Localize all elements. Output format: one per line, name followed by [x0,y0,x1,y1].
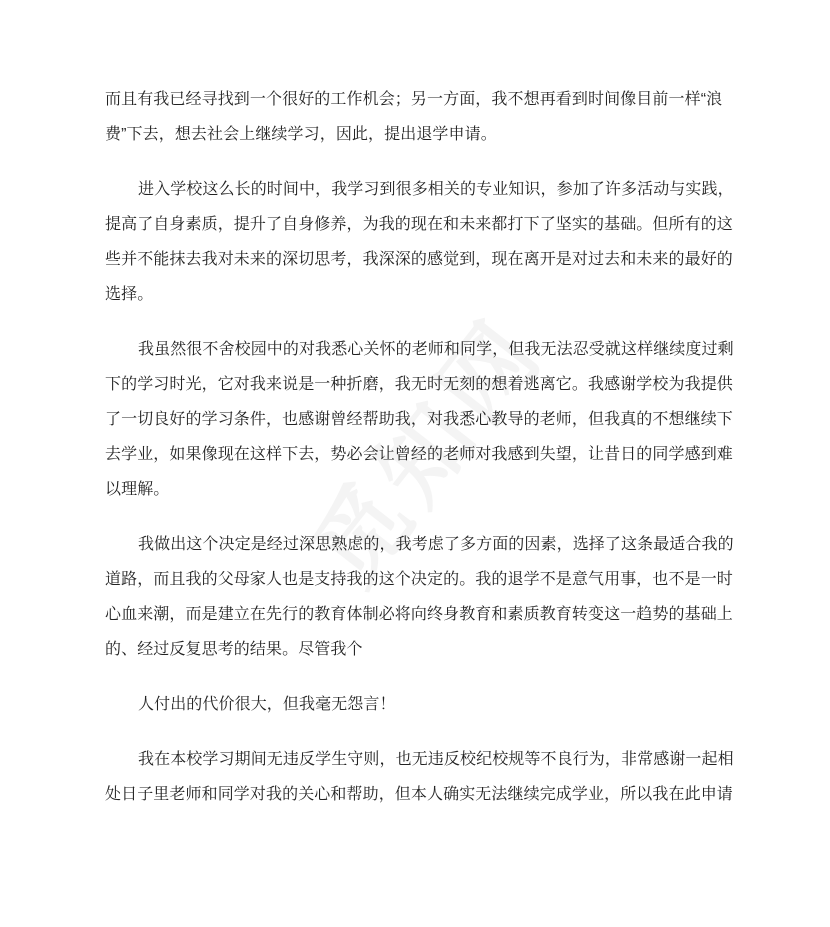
text-line: 选择。 [105,286,154,303]
text-line: 下的学习时光，它对我来说是一种折磨，我无时无刻的想着逃离它。我感谢学校为我提供 [105,376,733,393]
text-line: 进入学校这么长的时间中，我学习到很多相关的专业知识，参加了许多活动与实践， [138,181,734,198]
paragraph [105,336,734,511]
text-line: 我在本校学习期间无违反学生守则，也无违反校纪校规等不良行为，非常感谢一起相 [138,751,734,768]
text-line: 费”下去，想去社会上继续学习，因此，提出退学申请。 [105,126,497,143]
text-line: 了一切良好的学习条件，也感谢曾经帮助我，对我悉心教导的老师，但我真的不想继续下 [105,411,733,428]
text-line: 我虽然很不舍校园中的对我悉心关怀的老师和同学，但我无法忍受就这样继续度过剩 [138,341,734,358]
text-line: 的、经过反复思考的结果。尽管我个 [105,641,363,658]
text-line: 道路，而且我的父母家人也是支持我的这个决定的。我的退学不是意气用事，也不是一时 [105,571,733,588]
text-line: 处日子里老师和同学对我的关心和帮助，但本人确实无法继续完成学业，所以我在此申请 [105,786,733,803]
paragraph [105,176,734,316]
text-line: 提高了自身素质，提升了自身修养，为我的现在和未来都打下了坚实的基础。但所有的这 [105,216,733,233]
document-page [105,86,734,836]
text-line: 我做出这个决定是经过深思熟虑的，我考虑了多方面的因素，选择了这条最适合我的 [138,536,734,553]
paragraph [105,746,734,816]
paragraph [105,86,730,156]
paragraph [105,531,734,671]
text-line: 而且有我已经寻找到一个很好的工作机会；另一方面，我不想再看到时间像目前一样“浪 [105,91,723,108]
text-line: 人付出的代价很大，但我毫无怨言！ [138,696,396,713]
text-line: 心血来潮，而是建立在先行的教育体制必将向终身教育和素质教育转变这一趋势的基础上 [105,606,733,623]
text-line: 去学业，如果像现在这样下去，势必会让曾经的老师对我感到失望，让昔日的同学感到难 [105,446,733,463]
text-line: 以理解。 [105,481,170,498]
text-line: 些并不能抹去我对未来的深切思考，我深深的感觉到，现在离开是对过去和未来的最好的 [105,251,733,268]
paragraph [105,691,730,726]
